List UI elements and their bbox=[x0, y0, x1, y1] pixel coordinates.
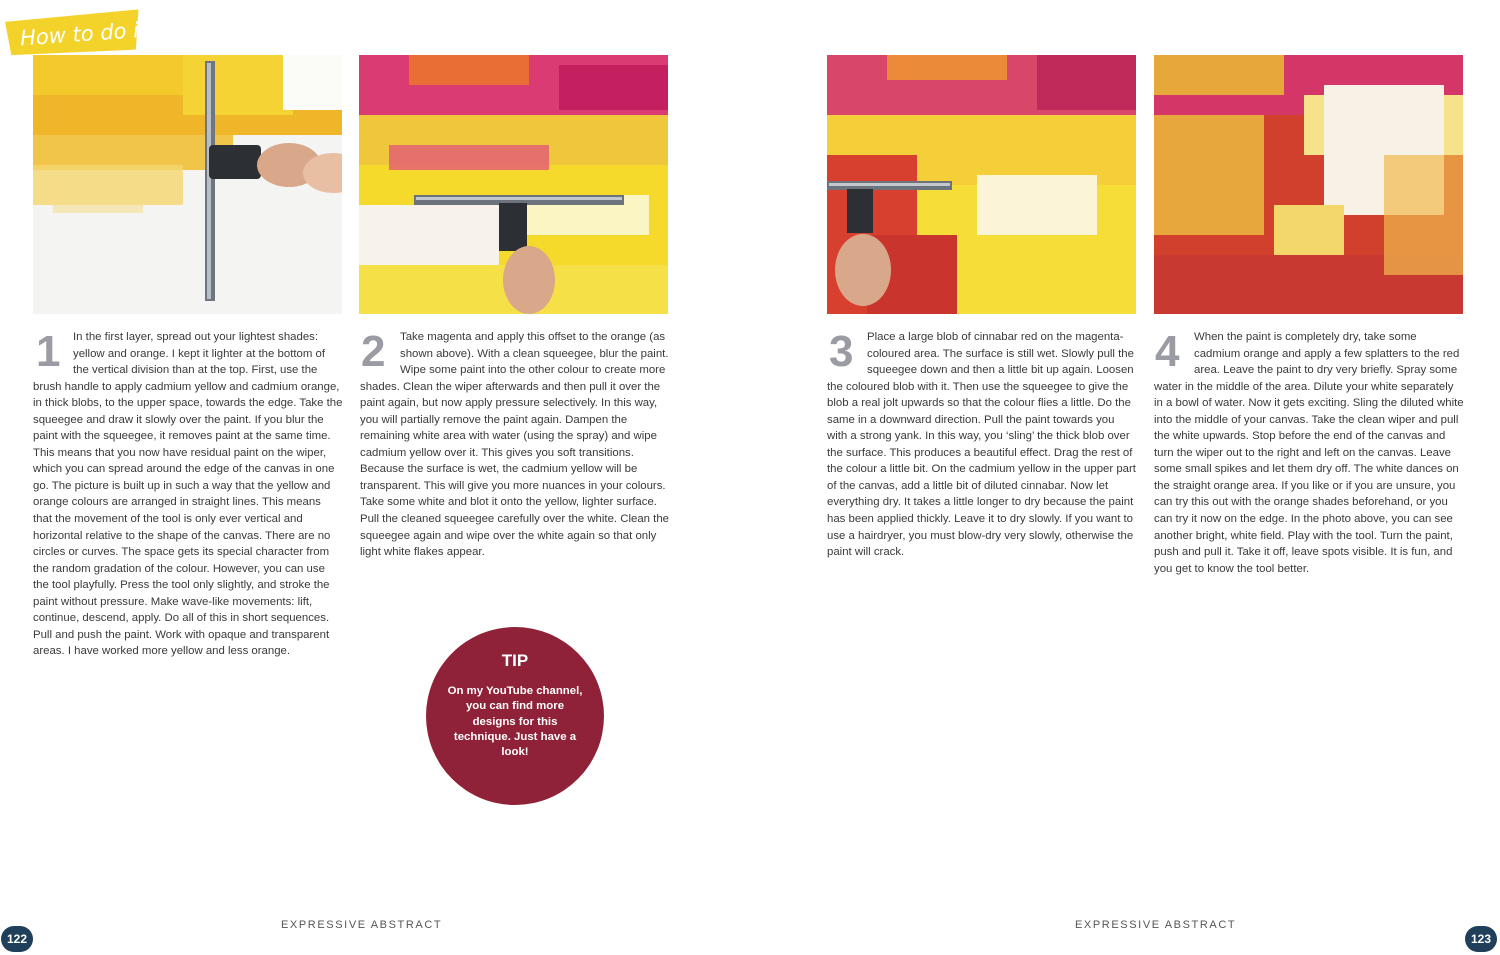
step-1-number: 1 bbox=[36, 327, 61, 376]
page-number-left: 122 bbox=[1, 926, 33, 952]
running-title-right: EXPRESSIVE ABSTRACT bbox=[1075, 919, 1237, 931]
step-1-text bbox=[33, 329, 343, 660]
step-2-number: 2 bbox=[361, 327, 386, 376]
how-to-tag-label: How to do it bbox=[19, 17, 148, 51]
step-4-photo bbox=[1154, 55, 1463, 314]
step-3-text bbox=[827, 329, 1137, 561]
step-2-body: Take magenta and apply this offset to the orange (as shown above). With a clean squeegee, blur the paint. Wipe some paint into the other colour to create more shades. Clean the wiper afterwards and then pull it over the paint again, but now apply pressure selectively. In this way, you will partially remove the paint again. Dampen the remaining white area with water (using the spray) and wipe cadmium yellow over it. This gives you soft transitions. Because the surface is wet, the cadmium yellow will be transparent. This will give you more nuances in your colours. Take some white and blot it onto the yellow, lighter surface. Pull the cleaned squeegee carefully over the white. Clean the squeegee again and wipe over the white again so that only light white flakes appear. bbox=[360, 331, 670, 559]
tip-title: TIP bbox=[501, 651, 529, 670]
step-4-text bbox=[1154, 329, 1464, 577]
page-number-right: 123 bbox=[1465, 926, 1497, 952]
step-4-body: When the paint is completely dry, take some cadmium orange and apply a few splatters to the red area. Leave the paint to dry very briefly. Spray some water in the middle of the area. Dilute your white separately in a bowl of water. Now it gets exciting. Sling the diluted white into the middle of your canvas. Take the clean wiper and pull the white upwards. Stop before the end of the canvas and turn the wiper out to the right and left on the canvas. Leave some small spikes and let them dry off. The white dances on the straight orange area. If you like or if you are unsure, you can try this out with the orange shades beforehand, or you can try it now on the edge. In the photo above, you can see another bright, white field. Play with the tool. Turn the paint, push and pull it. Take it off, leave spots visible. It is fun, and you get to know the tool better. bbox=[1154, 331, 1464, 575]
running-title-left: EXPRESSIVE ABSTRACT bbox=[281, 919, 443, 931]
step-2-text bbox=[360, 329, 670, 561]
tip-body: On my YouTube channel, you can find more designs for this technique. Just have a look! bbox=[447, 685, 583, 759]
step-3-number: 3 bbox=[829, 327, 854, 376]
step-1-photo bbox=[33, 55, 342, 314]
step-1-body: In the first layer, spread out your lightest shades: yellow and orange. I kept it lighter at the bottom of the vertical division than at the top. First, use the brush handle to apply cadmium yellow and cadmium orange, in thick blobs, to the upper space, towards the edge. Take the squeegee and draw it slowly over the paint. If you blur the paint with the squeegee, it removes paint at the same time. This means that you now have residual paint on the wiper, which you can spread around the edge of the canvas in one go. The picture is built up in such a way that the yellow and orange colours are arranged in straight lines. This means that the movement of the tool is only ever vertical and horizontal relative to the shape of the canvas. There are no circles or curves. The space gets its special character from the random gradation of the colour. However, you can use the tool playfully. Press the tool only slightly, and stroke the paint without pressure. Make wave-like movements: lift, continue, descend, apply. Do all of this in short sequences. Pull and push the paint. Work with opaque and transparent areas. I have worked more yellow and less orange. bbox=[33, 331, 343, 658]
step-3-body: Place a large blob of cinnabar red on the magenta-coloured area. The surface is still wet. Slowly pull the squeegee down and then a little bit up again. Loosen the coloured blob with it. Then use the squeegee to give the blob a real jolt upwards so that the colour flies a little. Do the same in a downward direction. Pull the paint towards you with a strong yank. In this way, you ‘sling’ the thick blob over the surface. This produces a beautiful effect. Drag the rest of the colour a little bit. On the cadmium yellow in the upper part of the canvas, add a little bit of diluted cinnabar. Now let everything dry. It takes a little longer to dry because the paint has been applied thickly. Leave it to dry slowly. If you want to use a hairdryer, you must blow-dry very slowly, otherwise the paint will crack. bbox=[827, 331, 1136, 559]
step-4-number: 4 bbox=[1155, 327, 1180, 376]
step-3-photo bbox=[827, 55, 1136, 314]
step-2-photo bbox=[359, 55, 668, 314]
